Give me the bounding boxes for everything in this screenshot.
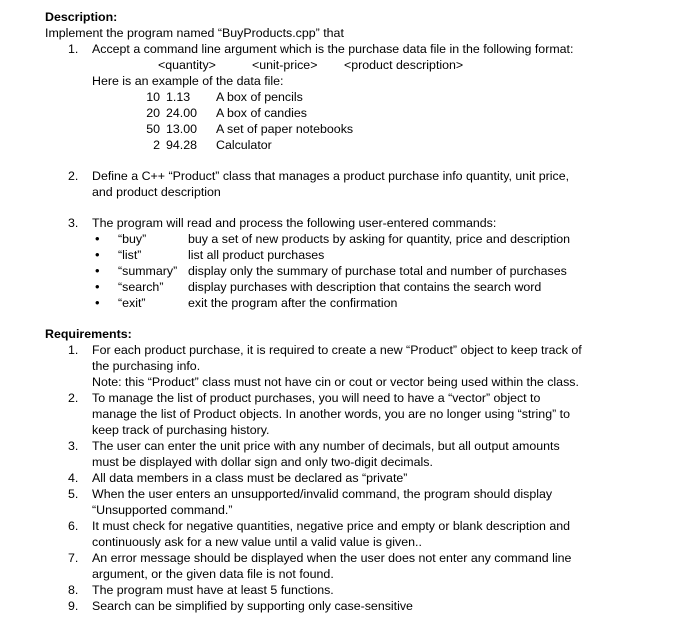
requirement-line: keep track of purchasing history. (92, 423, 270, 437)
command-list (45, 231, 685, 311)
description-item-1 (45, 41, 685, 57)
requirement-line: The program must have at least 5 functions. (92, 583, 334, 597)
item-text: The program will read and process the following user-entered commands: (92, 216, 497, 230)
bullet-icon: • (95, 295, 100, 310)
item-text: Accept a command line argument which is the purchase data file in the following format: (92, 42, 574, 56)
spacer (45, 311, 685, 326)
command-desc: display only the summary of purchase total and number of purchases (188, 264, 567, 278)
item-number: 2. (68, 169, 79, 183)
requirement-number: 5. (68, 487, 79, 501)
example-row (45, 89, 685, 105)
spacer (45, 153, 685, 168)
example-price: 24.00 (166, 106, 198, 120)
requirement-line: “Unsupported command.” (92, 503, 233, 517)
example-qty: 50 (146, 122, 160, 136)
item-text-line: and product description (92, 185, 221, 199)
example-qty: 20 (146, 106, 160, 120)
description-item-2 (45, 168, 685, 200)
description-item-3 (45, 215, 685, 231)
bullet-icon: • (95, 263, 100, 278)
requirement-line: Search can be simplified by supporting only case-sensitive (92, 599, 413, 613)
requirement-item-7 (45, 550, 685, 582)
requirement-line: When the user enters an unsupported/invalid command, the program should display (92, 487, 553, 501)
command-item-exit (45, 295, 685, 311)
requirement-item-8 (45, 582, 685, 598)
example-row (45, 137, 685, 153)
command-item-buy (45, 231, 685, 247)
command-desc: display purchases with description that contains the search word (188, 280, 542, 294)
example-qty: 2 (153, 138, 160, 152)
example-desc: A set of paper notebooks (216, 122, 354, 136)
requirement-item-2 (45, 390, 685, 438)
example-qty: 10 (146, 90, 160, 104)
example-price: 13.00 (166, 122, 198, 136)
example-desc: A box of pencils (216, 90, 303, 104)
command-name: “search” (118, 280, 164, 294)
requirement-line: argument, or the given data file is not found. (92, 567, 334, 581)
format-unit-price: <unit-price> (252, 58, 318, 72)
requirement-number: 4. (68, 471, 79, 485)
requirement-line: To manage the list of product purchases, you will need to have a “vector” object to (92, 391, 541, 405)
description-intro: Implement the program named “BuyProducts.cpp” that (45, 26, 344, 40)
requirement-number: 7. (68, 551, 79, 565)
requirement-item-4 (45, 470, 685, 486)
spacer (45, 200, 685, 215)
requirement-line: It must check for negative quantities, negative price and empty or blank description and (92, 519, 570, 533)
requirement-line: The user can enter the unit price with any number of decimals, but all output amounts (92, 439, 560, 453)
requirement-line: continuously ask for a new value until a valid value is given.. (92, 535, 422, 549)
command-desc: buy a set of new products by asking for quantity, price and description (188, 232, 571, 246)
command-desc: exit the program after the confirmation (188, 296, 398, 310)
item-number: 3. (68, 216, 79, 230)
bullet-icon: • (95, 231, 100, 246)
command-name: “summary” (118, 264, 178, 278)
requirement-number: 6. (68, 519, 79, 533)
example-data-file (45, 89, 685, 153)
requirement-item-5 (45, 486, 685, 518)
item-text-line: Define a C++ “Product” class that manages a product purchase info quantity, unit price, (92, 169, 570, 183)
format-description: <product description> (344, 58, 464, 72)
requirement-number: 3. (68, 439, 79, 453)
requirement-number: 8. (68, 583, 79, 597)
requirement-line: must be displayed with dollar sign and only two-digit decimals. (92, 455, 433, 469)
example-price: 94.28 (166, 138, 198, 152)
requirement-number: 2. (68, 391, 79, 405)
requirement-item-6 (45, 518, 685, 550)
command-name: “buy” (118, 232, 147, 246)
requirement-line: An error message should be displayed when the user does not enter any command line (92, 551, 572, 565)
example-intro: Here is an example of the data file: (92, 74, 284, 88)
requirement-item-3 (45, 438, 685, 470)
command-name: “list” (118, 248, 142, 262)
requirement-item-1 (45, 342, 685, 390)
requirement-number: 9. (68, 599, 79, 613)
bullet-icon: • (95, 247, 100, 262)
command-item-list (45, 247, 685, 263)
description-heading: Description: (45, 10, 118, 24)
requirement-line: manage the list of Product objects. In another words, you are no longer using “string” to (92, 407, 570, 421)
example-row (45, 121, 685, 137)
command-name: “exit” (118, 296, 146, 310)
bullet-icon: • (95, 279, 100, 294)
requirement-line: For each product purchase, it is required to create a new “Product” object to keep track of (92, 343, 582, 357)
example-price: 1.13 (166, 90, 191, 104)
command-desc: list all product purchases (188, 248, 325, 262)
data-format-line (45, 57, 685, 73)
requirements-heading: Requirements: (45, 327, 132, 341)
format-quantity: <quantity> (158, 58, 216, 72)
requirement-number: 1. (68, 343, 79, 357)
command-item-search (45, 279, 685, 295)
requirement-item-9 (45, 598, 685, 614)
command-item-summary (45, 263, 685, 279)
example-desc: Calculator (216, 138, 272, 152)
example-row (45, 105, 685, 121)
requirement-line: the purchasing info. (92, 359, 201, 373)
item-number: 1. (68, 42, 79, 56)
assignment-document (45, 9, 685, 614)
example-desc: A box of candies (216, 106, 307, 120)
requirement-line: Note: this “Product” class must not have cin or cout or vector being used within the class. (92, 375, 579, 389)
requirement-line: All data members in a class must be declared as “private” (92, 471, 408, 485)
